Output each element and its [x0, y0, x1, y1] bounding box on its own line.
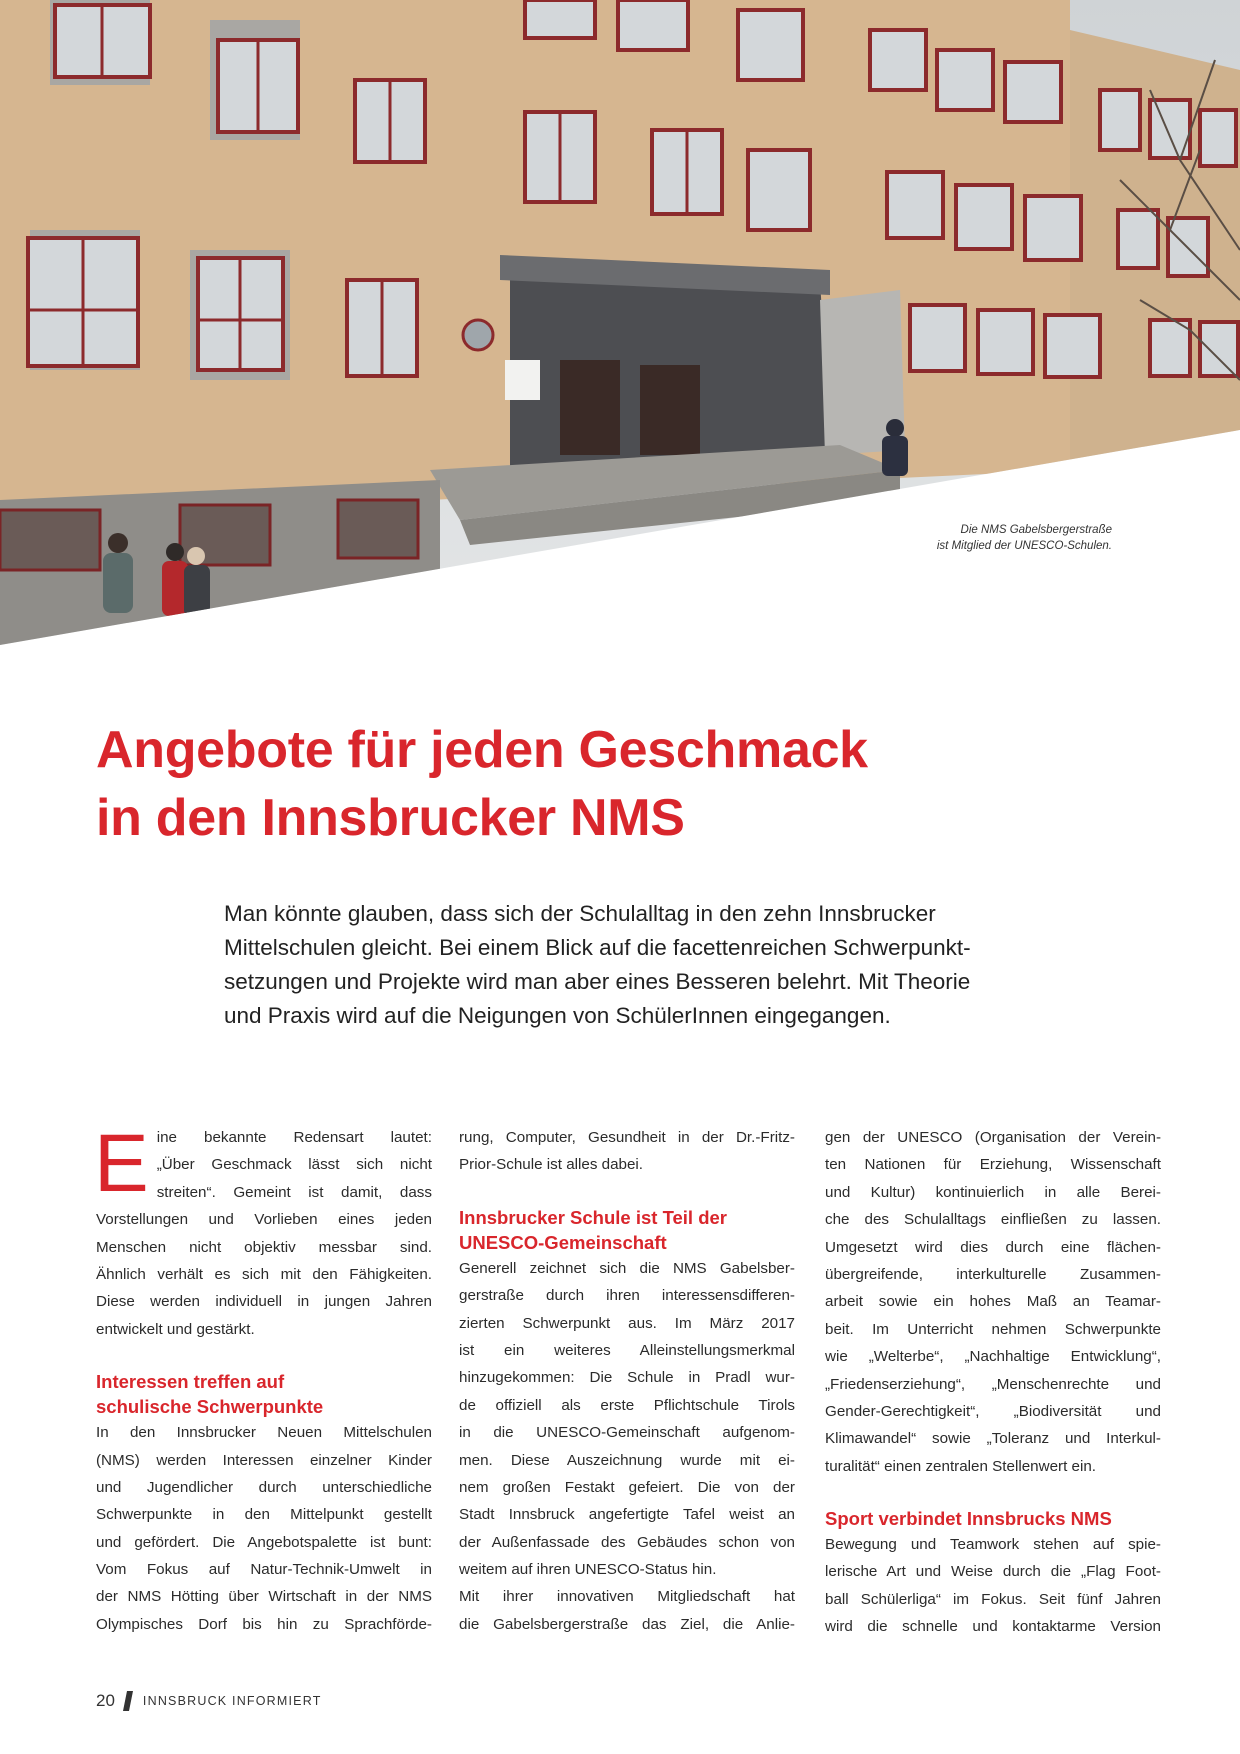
caption-line: ist Mitglied der UNESCO-Schulen. — [936, 540, 1112, 552]
body-paragraph — [96, 1419, 432, 1638]
lead-line: Mittelschulen gleicht. Bei einem Blick auf die facettenreichen Schwerpunkt- — [224, 935, 971, 960]
text-line: und gefördert. Die Angebotspalette ist bunt: — [96, 1533, 432, 1551]
heading-line: Innsbrucker Schule ist Teil der — [459, 1206, 727, 1228]
section-heading — [825, 1506, 1161, 1531]
article-column-2 — [459, 1124, 795, 1638]
text-line: und Kultur) kontinuierlich in alle Berei- — [825, 1183, 1161, 1201]
text-line: gerstraße durch ihren interessensdifferen- — [459, 1287, 795, 1305]
body-paragraph — [459, 1583, 795, 1638]
text-line: Klimawandel“ sowie „Toleranz und Interkul- — [825, 1430, 1161, 1448]
intro-paragraph — [94, 1118, 432, 1343]
lead-paragraph — [224, 897, 1094, 1033]
text-line: der Außenfassade des Gebäudes schon von — [459, 1533, 795, 1551]
body-paragraph — [459, 1255, 795, 1584]
text-line: Vorstellungen und Vorlieben eines jeden — [96, 1211, 432, 1229]
text-line: Prior-Schule ist alles dabei. — [459, 1156, 644, 1174]
text-line: wie „Welterbe“, „Nachhaltige Entwicklung“, — [825, 1348, 1161, 1366]
lead-line: Man könnte glauben, dass sich der Schulalltag in den zehn Innsbrucker — [224, 901, 936, 926]
text-line: gen der UNESCO (Organisation der Verein- — [825, 1129, 1161, 1146]
text-line: turalität“ einen zentralen Stellenwert ein. — [825, 1457, 1096, 1475]
page-number: 20 — [96, 1691, 115, 1710]
text-line: in die UNESCO-Gemeinschaft aufgenom- — [459, 1424, 795, 1442]
text-line: Mit ihrer innovativen Mitgliedschaft hat — [459, 1588, 795, 1606]
section-heading — [459, 1205, 795, 1255]
text-line: die Gabelsbergerstraße das Ziel, die Anlie- — [459, 1615, 795, 1633]
body-paragraph — [825, 1531, 1161, 1641]
text-line: Gender-Gerechtigkeit“, „Biodiversität und — [825, 1402, 1161, 1420]
lead-line: und Praxis wird auf die Neigungen von SchülerInnen eingegangen. — [224, 1003, 891, 1028]
text-line: In den Innsbrucker Neuen Mittelschulen — [96, 1424, 432, 1442]
text-line: Schwerpunkte in den Mittelpunkt gestellt — [96, 1506, 432, 1524]
text-line: de offiziell als erste Pflichtschule Tirols — [459, 1396, 795, 1414]
text-line: Stadt Innsbruck angefertigte Tafel weist an — [459, 1506, 795, 1524]
article-column-3 — [825, 1124, 1161, 1641]
text-line: Generell zeichnet sich die NMS Gabelsber- — [459, 1259, 795, 1277]
photo-caption — [852, 522, 1112, 554]
text-line: (NMS) werden Interessen einzelner Kinder — [96, 1451, 432, 1469]
text-line: Ähnlich verhält es sich mit den Fähigkeiten. — [96, 1265, 432, 1283]
text-line: ist ein weiteres Alleinstellungsmerkmal — [459, 1341, 795, 1359]
heading-line: Interessen treffen auf — [96, 1371, 285, 1393]
slash-divider-icon — [123, 1691, 133, 1711]
text-line: beit. Im Unterricht nehmen Schwerpunkte — [825, 1320, 1161, 1338]
text-line: Umgesetzt wird dies durch eine flächen- — [825, 1238, 1161, 1256]
headline-line: Angebote für jeden Geschmack — [96, 721, 868, 779]
heading-line: schulische Schwerpunkte — [96, 1396, 324, 1418]
text-line: zierten Schwerpunkt aus. Im März 2017 — [459, 1314, 795, 1332]
text-line: weitem auf ihren UNESCO-Status hin. — [459, 1561, 717, 1579]
headline-line: in den Innsbrucker NMS — [96, 789, 685, 847]
heading-line: UNESCO-Gemeinschaft — [459, 1231, 667, 1253]
text-line: Vom Fokus auf Natur-Technik-Umwelt in — [96, 1561, 432, 1579]
text-line: übergreifende, interkulturelle Zusammen- — [825, 1265, 1161, 1283]
text-line: wird die schnelle und kontaktarme Version — [825, 1618, 1161, 1636]
text-line: ine bekannte Redensart lautet: — [156, 1129, 432, 1146]
text-line: ball Schülerliga“ im Fokus. Seit fünf Jahren — [825, 1590, 1161, 1608]
text-line: arbeit sowie ein hohes Maß an Teamar- — [825, 1293, 1161, 1311]
text-line: Olympisches Dorf bis hin zu Sprachförde- — [96, 1615, 432, 1633]
text-line: che des Schulalltags einfließen zu lassen. — [825, 1211, 1161, 1229]
lead-line: setzungen und Projekte wird man aber eines Besseren belehrt. Mit Theorie — [224, 969, 971, 994]
page-headline — [96, 716, 1176, 852]
text-line: entwickelt und gestärkt. — [96, 1320, 255, 1338]
text-line: „Über Geschmack lässt sich nicht — [156, 1156, 432, 1174]
text-line: men. Diese Auszeichnung wurde mit ei- — [459, 1451, 795, 1469]
publication-name: INNSBRUCK INFORMIERT — [142, 1694, 322, 1708]
text-line: Menschen nicht objektiv messbar sind. — [96, 1238, 432, 1256]
text-line: rung, Computer, Gesundheit in der Dr.-Fritz- — [459, 1129, 795, 1146]
text-line: lerische Art und Weise durch die „Flag Foot- — [825, 1563, 1161, 1581]
text-line: Diese werden individuell in jungen Jahren — [96, 1293, 432, 1311]
section-heading — [96, 1369, 432, 1419]
text-line: ten Nationen für Erziehung, Wissenschaft — [825, 1156, 1161, 1174]
dropcap: E — [94, 1118, 149, 1209]
text-line: Bewegung und Teamwork stehen auf spie- — [825, 1536, 1161, 1554]
text-line: der NMS Hötting über Wirtschaft in der NMS — [96, 1588, 432, 1606]
text-line: streiten“. Gemeint ist damit, dass — [156, 1183, 432, 1201]
school-building-photo — [0, 0, 1240, 660]
page-footer — [96, 1690, 322, 1712]
text-line: hinzugekommen: Die Schule in Pradl wur- — [459, 1369, 795, 1387]
article-column-1 — [94, 1118, 432, 1638]
body-paragraph — [459, 1124, 795, 1179]
body-paragraph — [825, 1124, 1161, 1480]
text-line: „Friedenserziehung“, „Menschenrechte und — [825, 1375, 1161, 1393]
caption-line: Die NMS Gabelsbergerstraße — [960, 524, 1112, 536]
heading-line: Sport verbindet Innsbrucks NMS — [825, 1508, 1112, 1530]
text-line: nem großen Festakt gefeiert. Die von der — [459, 1478, 795, 1496]
text-line: und Jugendlicher durch unterschiedliche — [96, 1478, 432, 1496]
